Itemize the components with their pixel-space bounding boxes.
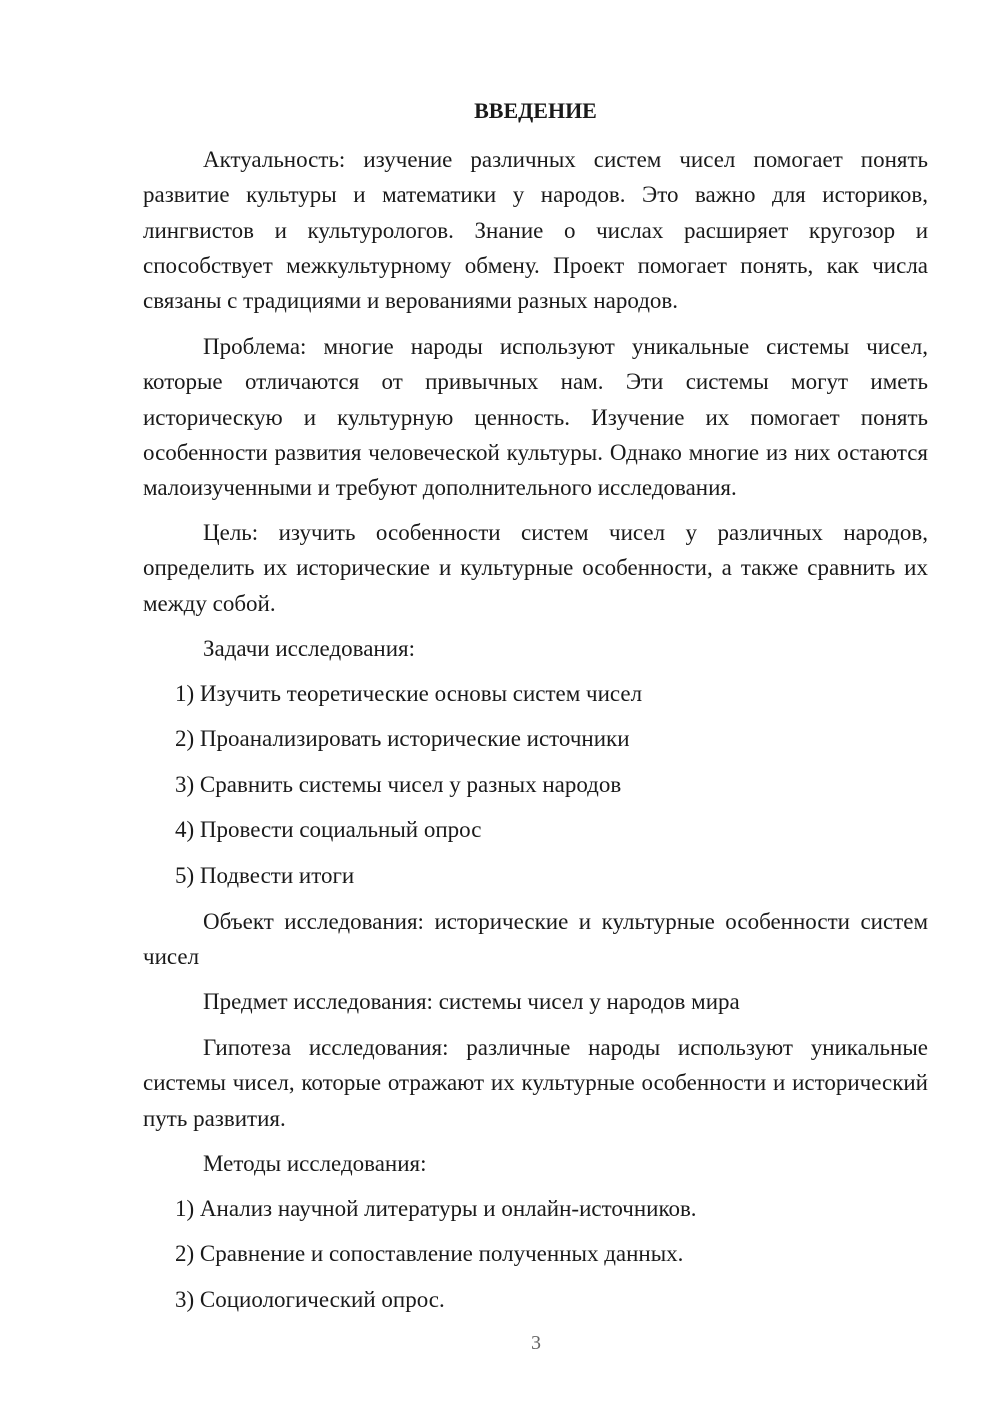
list-item: 2) Сравнение и сопоставление полученных данных. <box>175 1241 684 1267</box>
list-item: 5) Подвести итоги <box>175 862 355 888</box>
page-title: ВВЕДЕНИЕ <box>474 98 597 123</box>
hypothesis-paragraph: Гипотеза исследования: различные народы используют уникальные системы чисел, которые отражают их культурные особенности и исторический путь развития. <box>143 1035 928 1131</box>
relevance-section <box>143 142 928 318</box>
problem-paragraph: Проблема: многие народы используют уникальные системы чисел, которые отличаются от привычных нам. Эти системы могут иметь историческую и культурную ценность. Изучение их помогает понять особенности развития человеческой культуры. Однако многие из них остаются малоизученными и требуют дополнительного исследования. <box>143 334 928 501</box>
object-paragraph: Объект исследования: исторические и культурные особенности систем чисел <box>143 909 928 970</box>
methods-heading: Методы исследования: <box>203 1151 427 1176</box>
page-number: 3 <box>531 1332 541 1354</box>
tasks-list <box>143 676 928 893</box>
problem-section <box>143 329 928 505</box>
relevance-paragraph: Актуальность: изучение различных систем чисел помогает понять развитие культуры и математики у народов. Это важно для историков, лингвистов и культурологов. Знание о числах расширяет кругозор и способствует межкультурному обмену. Проект помогает понять, как числа связаны с традициями и верованиями разных народов. <box>143 147 928 314</box>
list-item: 1) Изучить теоретические основы систем чисел <box>175 681 643 706</box>
hypothesis-section <box>143 1030 928 1136</box>
tasks-heading: Задачи исследования: <box>203 636 416 661</box>
tasks-heading-block <box>143 631 928 666</box>
list-item: 4) Провести социальный опрос <box>175 817 482 843</box>
goal-section <box>143 515 928 621</box>
list-item: 3) Сравнить системы чисел у разных народов <box>175 771 622 797</box>
subject-paragraph: Предмет исследования: системы чисел у народов мира <box>203 989 740 1014</box>
methods-heading-block <box>143 1146 928 1181</box>
object-section <box>143 904 928 975</box>
list-item: 1) Анализ научной литературы и онлайн-источников. <box>175 1196 697 1221</box>
list-item: 2) Проанализировать исторические источники <box>175 726 630 752</box>
list-item: 3) Социологический опрос. <box>175 1286 445 1312</box>
subject-section <box>143 984 928 1019</box>
goal-paragraph: Цель: изучить особенности систем чисел у различных народов, определить их исторические и культурные особенности, а также сравнить их между собой. <box>143 520 928 616</box>
methods-list <box>143 1191 928 1317</box>
